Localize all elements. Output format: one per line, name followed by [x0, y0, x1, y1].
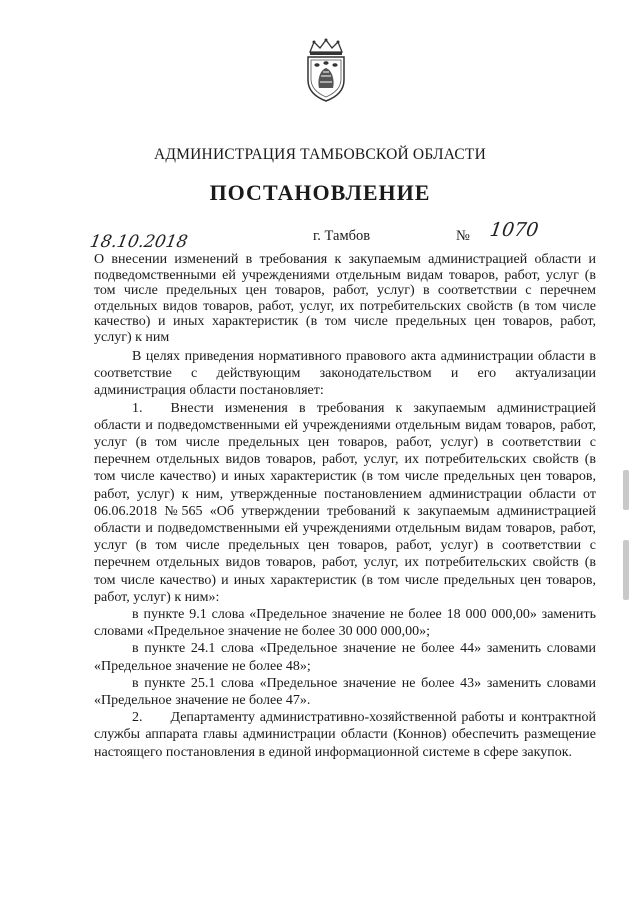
scan-edge-mark	[623, 540, 629, 600]
handwritten-number: 1070	[488, 219, 540, 241]
item-1-amendment-c: в пункте 25.1 слова «Предельное значение не более 43» заменить словами «Предельное значение не более 47».	[94, 675, 596, 709]
item-2-paragraph: 2. Департаменту административно-хозяйственной работы и контрактной службы аппарата главы администрации области (Коннов) обеспечить размещение настоящего постановления в единой информационной системе в сфере закупок.	[94, 710, 596, 760]
preamble-paragraph: В целях приведения нормативного правового акта администрации области в соответствие с действующим законодательством и его актуализации администрация области постановляет:	[94, 349, 596, 399]
coat-of-arms-icon	[300, 38, 352, 102]
document-type-title: ПОСТАНОВЛЕНИЕ	[209, 180, 431, 205]
organization-name: АДМИНИСТРАЦИЯ ТАМБОВСКОЙ ОБЛАСТИ	[154, 146, 486, 163]
document-subject: О внесении изменений в требования к закупаемым администрацией области и подведомственными ей учреждениями отдельным видам товаров, работ, услуг (в том числе предельных цен товаров, работ, услуг) в соответствии с перечнем отдельных видов товаров, работ, услуг, их потребительских свойств (в том числе качество) и иных характеристик (в том числе предельных цен товаров, работ, услуг) к ним	[94, 252, 596, 345]
item-1-amendment-b: в пункте 24.1 слова «Предельное значение не более 44» заменить словами «Предельное значение не более 48»;	[94, 641, 596, 674]
document-body	[94, 348, 596, 761]
number-label: №	[456, 228, 470, 244]
item-1-paragraph: 1. Внести изменения в требования к закупаемым администрацией области и подведомственными ей учреждениями отдельным видам товаров, работ, услуг (в том числе предельных цен товаров, работ, услуг) в соответствии с перечнем отдельных видов товаров, работ, услуг, их потребительских свойств (в том числе качество) и иных характеристик (в том числе предельных цен товаров, работ, услуг) к ним, утвержденные постановлением администрации области от 06.06.2018 №565 «Об утверждении требований к закупаемым администрацией области и подведомственными ей учреждениями отдельным видам товаров, работ, услуг (в том числе предельных цен товаров, работ, услуг) в соответствии с перечнем отдельных видов товаров, работ, услуг, их потребительских свойств (в том числе качество) и иных характеристик (в том числе предельных цен товаров, работ, услуг) к ним»:	[94, 400, 596, 605]
handwritten-date: 18.10.2018	[88, 232, 190, 252]
scan-edge-mark	[623, 470, 629, 510]
city: г. Тамбов	[313, 228, 371, 244]
item-1-amendment-a: в пункте 9.1 слова «Предельное значение не более 18 000 000,00» заменить словами «Предельное значение не более 30 000 000,00»;	[94, 607, 596, 640]
